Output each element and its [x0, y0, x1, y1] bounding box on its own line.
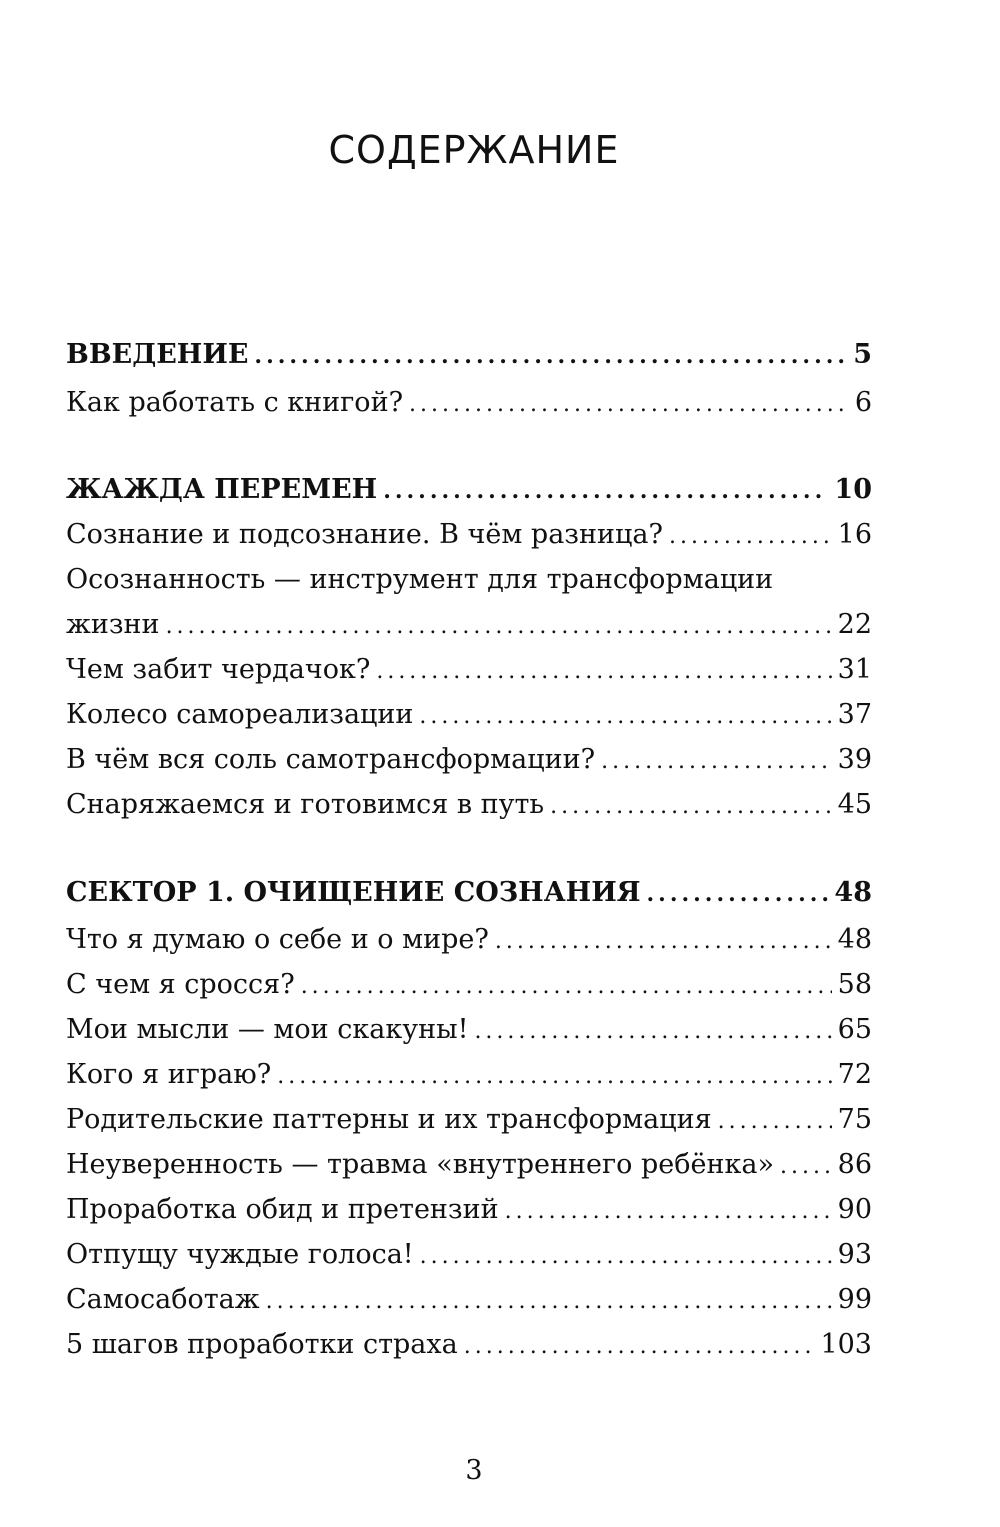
- toc-entry: [66, 1235, 872, 1275]
- toc-entry-page: 86: [837, 1149, 872, 1180]
- toc-entry-label: Родительские паттерны и их трансформация: [66, 1104, 712, 1135]
- toc-entry: [66, 1145, 872, 1185]
- toc-entry-page: 37: [837, 699, 872, 730]
- toc-entry-page: 99: [837, 1284, 872, 1315]
- toc-entry: [66, 785, 872, 825]
- dot-leader: [166, 607, 832, 647]
- dot-leader: [780, 1147, 832, 1187]
- toc-entry: [66, 515, 872, 555]
- toc-section-heading: [66, 335, 872, 375]
- dot-leader: [601, 742, 832, 782]
- toc-entry-label: ВВЕДЕНИЕ: [66, 339, 249, 370]
- toc-entry-label: Сознание и подсознание. В чём разница?: [66, 519, 663, 550]
- toc-entry-label: Неуверенность — травма «внутреннего ребёнка»: [66, 1149, 774, 1180]
- toc-entry-label: Чем забит чердачок?: [66, 654, 371, 685]
- toc-entry-page: 48: [837, 924, 872, 955]
- toc-entry-page: 45: [837, 789, 872, 820]
- toc-entry-page: 39: [837, 744, 872, 775]
- page-title: СОДЕРЖАНИЕ: [328, 128, 620, 173]
- toc-entry-label: Что я думаю о себе и о мире?: [66, 924, 489, 955]
- dot-leader: [474, 1012, 831, 1052]
- toc-entry-label: СЕКТОР 1. ОЧИЩЕНИЕ СОЗНАНИЯ: [66, 877, 641, 908]
- toc-entry-label: Колесо самореализации: [66, 699, 414, 730]
- toc-entry-page: 65: [837, 1014, 872, 1045]
- toc-entry-label: Отпущу чуждые голоса!: [66, 1239, 414, 1270]
- dot-leader: [464, 1327, 815, 1367]
- dot-leader: [266, 1282, 832, 1322]
- dot-leader: [718, 1102, 832, 1142]
- toc-entry-label: В чём вся соль самотрансформации?: [66, 744, 596, 775]
- dot-leader: [383, 471, 828, 511]
- toc-entry: [66, 965, 872, 1005]
- toc-entry-page: 90: [837, 1194, 872, 1225]
- toc-entry-page: 5: [853, 339, 872, 370]
- toc-entry-label: Мои мысли — мои скакуны!: [66, 1014, 469, 1045]
- dot-leader: [420, 1237, 832, 1277]
- toc-entry-page: 31: [837, 654, 872, 685]
- toc-entry: [66, 1010, 872, 1050]
- toc-entry-label: жизни: [66, 609, 160, 640]
- toc-entry-label-line1: Осознанность — инструмент для трансформации: [66, 564, 774, 595]
- toc-section-heading: [66, 470, 872, 510]
- toc-entry-page: 6: [854, 387, 872, 418]
- toc-entry: [66, 650, 872, 690]
- dot-leader: [409, 385, 849, 425]
- toc-entry-label: ЖАЖДА ПЕРЕМЕН: [66, 474, 378, 505]
- toc-entry-label: С чем я сросся?: [66, 969, 295, 1000]
- toc-entry-page: 72: [837, 1059, 872, 1090]
- toc-entry-label: Проработка обид и претензий: [66, 1194, 499, 1225]
- toc-entry: [66, 1280, 872, 1320]
- toc-entry-label: Снаряжаемся и готовимся в путь: [66, 789, 545, 820]
- dot-leader: [376, 652, 831, 692]
- toc-entry-page: 22: [837, 609, 872, 640]
- toc-entry-label: Кого я играю?: [66, 1059, 272, 1090]
- toc-entry-page: 48: [834, 877, 872, 908]
- page-number: 3: [465, 1455, 483, 1486]
- toc-entry: [66, 1325, 872, 1365]
- dot-leader: [277, 1057, 831, 1097]
- dot-leader: [301, 967, 832, 1007]
- toc-section-heading: [66, 873, 872, 913]
- toc-entry-page: 58: [837, 969, 872, 1000]
- toc-entry: [66, 1100, 872, 1140]
- toc-entry: [66, 695, 872, 735]
- toc-entry-page: 16: [837, 519, 872, 550]
- toc-entry-page: 10: [834, 474, 872, 505]
- dot-leader: [669, 517, 832, 557]
- toc-entry-label: Самосаботаж: [66, 1284, 260, 1315]
- toc-entry: [66, 920, 872, 960]
- dot-leader: [254, 336, 847, 376]
- dot-leader: [647, 874, 829, 914]
- toc-entry: [66, 740, 872, 780]
- toc-entry: [66, 1055, 872, 1095]
- dot-leader: [495, 922, 832, 962]
- toc-entry-page: 75: [837, 1104, 872, 1135]
- toc-entry: [66, 1190, 872, 1230]
- toc-entry-label: 5 шагов проработки страха: [66, 1329, 458, 1360]
- toc-entry: [66, 605, 872, 645]
- toc-entry-label: Как работать с книгой?: [66, 387, 404, 418]
- dot-leader: [550, 787, 832, 827]
- toc-entry-page: 93: [837, 1239, 872, 1270]
- toc-entry-page: 103: [820, 1329, 872, 1360]
- toc-entry: [66, 383, 872, 423]
- dot-leader: [419, 697, 831, 737]
- dot-leader: [505, 1192, 832, 1232]
